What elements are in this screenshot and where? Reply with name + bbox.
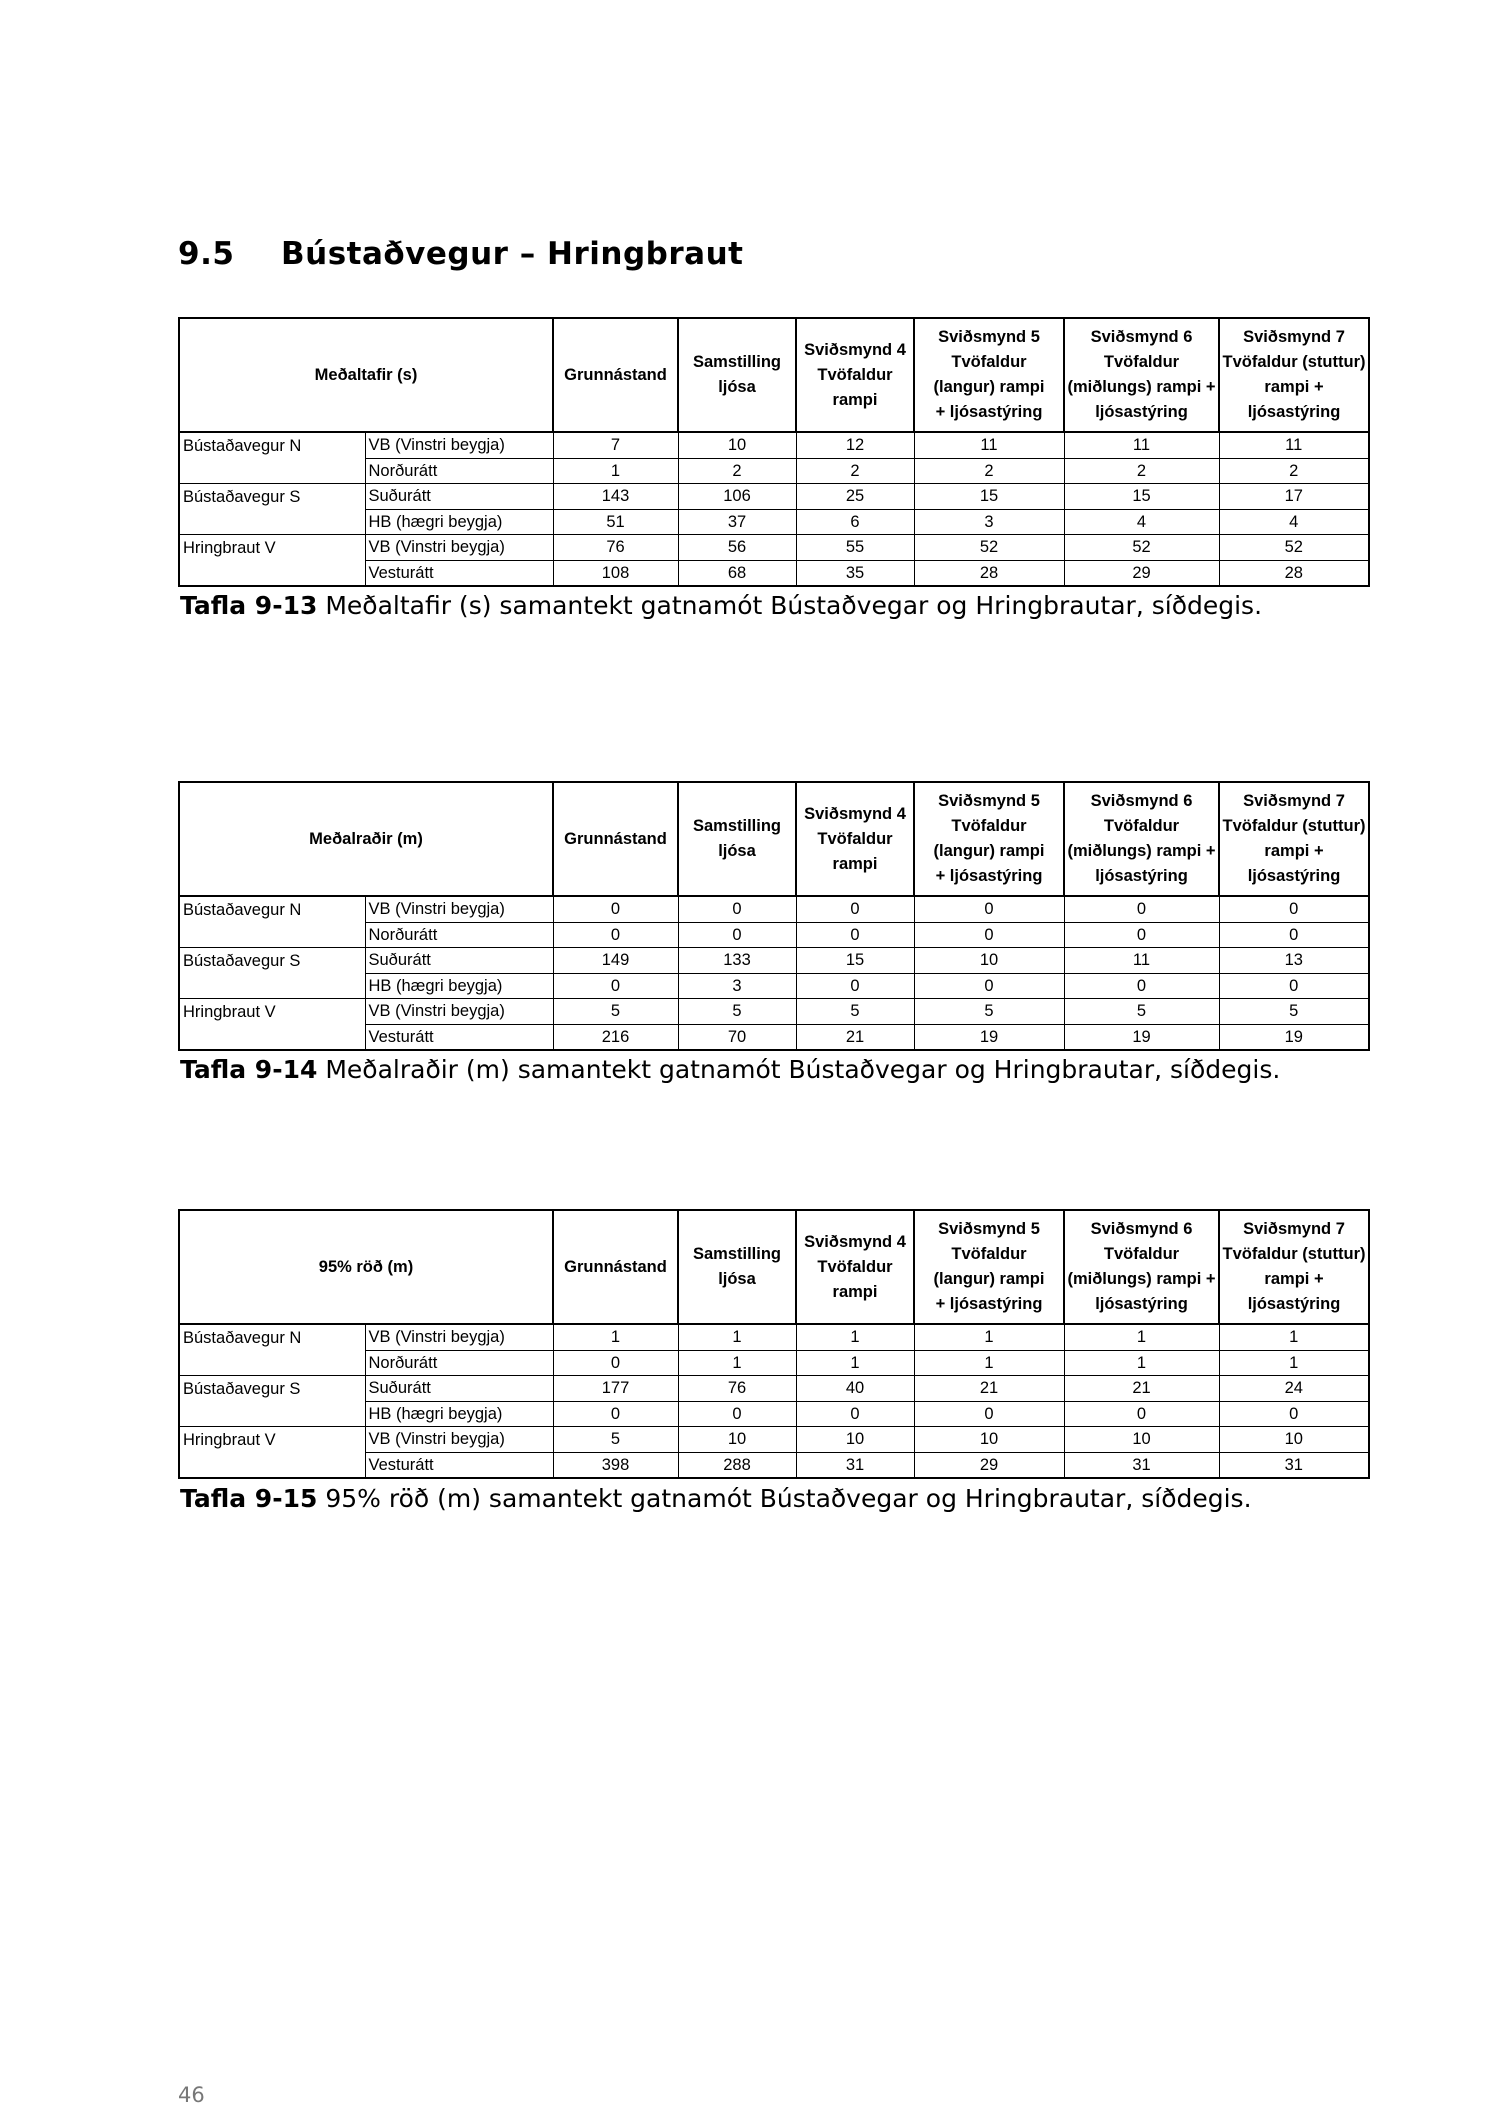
caption-label: Tafla 9-14 — [180, 1055, 318, 1084]
value-cell: 1 — [914, 1324, 1064, 1350]
direction-cell: HB (hægri beygja) — [365, 1401, 553, 1427]
value-cell: 55 — [796, 535, 914, 561]
value-cell: 0 — [678, 922, 796, 948]
table-row — [179, 973, 1369, 999]
value-cell: 52 — [914, 535, 1064, 561]
value-cell: 3 — [678, 973, 796, 999]
value-cell: 5 — [1219, 999, 1369, 1025]
value-cell: 4 — [1064, 509, 1219, 535]
value-cell: 19 — [1064, 1024, 1219, 1050]
table-row — [179, 1376, 1369, 1402]
value-cell: 21 — [796, 1024, 914, 1050]
table-row — [179, 1324, 1369, 1350]
location-cell: Bústaðavegur N — [179, 1324, 365, 1350]
value-cell: 0 — [553, 973, 678, 999]
caption-table-9-13 — [180, 591, 1262, 620]
value-cell: 11 — [1064, 948, 1219, 974]
metric-header: Meðalraðir (m) — [179, 782, 553, 896]
location-cell — [179, 1401, 365, 1427]
column-header: Sviðsmynd 4 Tvöfaldur rampi — [796, 1210, 914, 1324]
direction-cell: Vesturátt — [365, 560, 553, 586]
value-cell: 17 — [1219, 484, 1369, 510]
value-cell: 1 — [796, 1350, 914, 1376]
value-cell: 10 — [796, 1427, 914, 1453]
value-cell: 28 — [914, 560, 1064, 586]
direction-cell: Suðurátt — [365, 948, 553, 974]
value-cell: 5 — [678, 999, 796, 1025]
table-row — [179, 1452, 1369, 1478]
value-cell: 29 — [1064, 560, 1219, 586]
value-cell: 133 — [678, 948, 796, 974]
value-cell: 15 — [1064, 484, 1219, 510]
value-cell: 19 — [1219, 1024, 1369, 1050]
value-cell: 0 — [553, 896, 678, 922]
value-cell: 2 — [914, 458, 1064, 484]
value-cell: 0 — [1219, 896, 1369, 922]
value-cell: 76 — [678, 1376, 796, 1402]
table-row — [179, 1350, 1369, 1376]
value-cell: 0 — [1219, 973, 1369, 999]
column-header: Sviðsmynd 5 Tvöfaldur (langur) rampi + ljósastýring — [914, 782, 1064, 896]
value-cell: 1 — [678, 1324, 796, 1350]
column-header: Sviðsmynd 6 Tvöfaldur (miðlungs) rampi + ljósastýring — [1064, 318, 1219, 432]
location-cell — [179, 922, 365, 948]
column-header: Sviðsmynd 7 Tvöfaldur (stuttur) rampi + ljósastýring — [1219, 782, 1369, 896]
value-cell: 2 — [796, 458, 914, 484]
location-cell: Bústaðavegur N — [179, 896, 365, 922]
table-header-row — [179, 1210, 1369, 1324]
value-cell: 35 — [796, 560, 914, 586]
table-row — [179, 1401, 1369, 1427]
value-cell: 1 — [1064, 1350, 1219, 1376]
value-cell: 0 — [796, 973, 914, 999]
value-cell: 11 — [1219, 432, 1369, 458]
table-95-queue — [178, 1209, 1368, 1479]
direction-cell: VB (Vinstri beygja) — [365, 999, 553, 1025]
value-cell: 2 — [1219, 458, 1369, 484]
value-cell: 5 — [1064, 999, 1219, 1025]
data-table — [178, 317, 1370, 587]
value-cell: 0 — [914, 1401, 1064, 1427]
value-cell: 177 — [553, 1376, 678, 1402]
value-cell: 21 — [1064, 1376, 1219, 1402]
value-cell: 10 — [1064, 1427, 1219, 1453]
column-header: Sviðsmynd 6 Tvöfaldur (miðlungs) rampi + ljósastýring — [1064, 1210, 1219, 1324]
column-header: Sviðsmynd 5 Tvöfaldur (langur) rampi + ljósastýring — [914, 1210, 1064, 1324]
value-cell: 31 — [1064, 1452, 1219, 1478]
caption-text: 95% röð (m) samantekt gatnamót Bústaðvegar og Hringbrautar, síðdegis. — [325, 1484, 1252, 1513]
value-cell: 51 — [553, 509, 678, 535]
value-cell: 31 — [796, 1452, 914, 1478]
value-cell: 56 — [678, 535, 796, 561]
caption-label: Tafla 9-13 — [180, 591, 318, 620]
location-cell — [179, 1452, 365, 1478]
column-header: Grunnástand — [553, 1210, 678, 1324]
value-cell: 108 — [553, 560, 678, 586]
value-cell: 1 — [553, 1324, 678, 1350]
value-cell: 0 — [1064, 896, 1219, 922]
value-cell: 0 — [914, 896, 1064, 922]
value-cell: 0 — [553, 1350, 678, 1376]
value-cell: 0 — [796, 1401, 914, 1427]
column-header: Sviðsmynd 4 Tvöfaldur rampi — [796, 782, 914, 896]
value-cell: 0 — [678, 1401, 796, 1427]
value-cell: 52 — [1064, 535, 1219, 561]
value-cell: 1 — [1064, 1324, 1219, 1350]
location-cell — [179, 509, 365, 535]
value-cell: 15 — [914, 484, 1064, 510]
table-row — [179, 896, 1369, 922]
value-cell: 70 — [678, 1024, 796, 1050]
value-cell: 11 — [914, 432, 1064, 458]
metric-header: 95% röð (m) — [179, 1210, 553, 1324]
table-header-row — [179, 318, 1369, 432]
value-cell: 12 — [796, 432, 914, 458]
value-cell: 10 — [1219, 1427, 1369, 1453]
column-header: Sviðsmynd 5 Tvöfaldur (langur) rampi + ljósastýring — [914, 318, 1064, 432]
value-cell: 288 — [678, 1452, 796, 1478]
table-row — [179, 560, 1369, 586]
value-cell: 25 — [796, 484, 914, 510]
table-row — [179, 484, 1369, 510]
value-cell: 31 — [1219, 1452, 1369, 1478]
location-cell — [179, 458, 365, 484]
location-cell: Hringbraut V — [179, 535, 365, 561]
location-cell: Bústaðavegur S — [179, 948, 365, 974]
value-cell: 7 — [553, 432, 678, 458]
value-cell: 1 — [553, 458, 678, 484]
section-heading — [178, 236, 743, 272]
value-cell: 6 — [796, 509, 914, 535]
direction-cell: VB (Vinstri beygja) — [365, 1324, 553, 1350]
value-cell: 40 — [796, 1376, 914, 1402]
value-cell: 5 — [553, 999, 678, 1025]
table-average-delay — [178, 317, 1368, 587]
location-cell — [179, 1024, 365, 1050]
column-header: Samstilling ljósa — [678, 782, 796, 896]
value-cell: 0 — [678, 896, 796, 922]
value-cell: 13 — [1219, 948, 1369, 974]
value-cell: 68 — [678, 560, 796, 586]
column-header: Samstilling ljósa — [678, 318, 796, 432]
direction-cell: Norðurátt — [365, 458, 553, 484]
value-cell: 28 — [1219, 560, 1369, 586]
column-header: Sviðsmynd 7 Tvöfaldur (stuttur) rampi + ljósastýring — [1219, 1210, 1369, 1324]
data-table — [178, 1209, 1370, 1479]
table-header-row — [179, 782, 1369, 896]
location-cell: Bústaðavegur S — [179, 1376, 365, 1402]
direction-cell: HB (hægri beygja) — [365, 973, 553, 999]
value-cell: 5 — [796, 999, 914, 1025]
table-row — [179, 535, 1369, 561]
section-title: Bústaðvegur – Hringbraut — [281, 236, 744, 272]
table-row — [179, 458, 1369, 484]
location-cell — [179, 1350, 365, 1376]
value-cell: 398 — [553, 1452, 678, 1478]
value-cell: 0 — [1219, 922, 1369, 948]
table-row — [179, 999, 1369, 1025]
value-cell: 1 — [1219, 1324, 1369, 1350]
value-cell: 0 — [553, 1401, 678, 1427]
value-cell: 1 — [914, 1350, 1064, 1376]
value-cell: 5 — [553, 1427, 678, 1453]
direction-cell: VB (Vinstri beygja) — [365, 896, 553, 922]
direction-cell: Suðurátt — [365, 1376, 553, 1402]
value-cell: 106 — [678, 484, 796, 510]
value-cell: 10 — [914, 948, 1064, 974]
table-row — [179, 1024, 1369, 1050]
direction-cell: HB (hægri beygja) — [365, 509, 553, 535]
value-cell: 1 — [1219, 1350, 1369, 1376]
direction-cell: VB (Vinstri beygja) — [365, 535, 553, 561]
table-average-queue — [178, 781, 1368, 1051]
value-cell: 21 — [914, 1376, 1064, 1402]
value-cell: 216 — [553, 1024, 678, 1050]
value-cell: 76 — [553, 535, 678, 561]
column-header: Sviðsmynd 4 Tvöfaldur rampi — [796, 318, 914, 432]
metric-header: Meðaltafir (s) — [179, 318, 553, 432]
value-cell: 2 — [1064, 458, 1219, 484]
value-cell: 0 — [1219, 1401, 1369, 1427]
direction-cell: Norðurátt — [365, 1350, 553, 1376]
column-header: Grunnástand — [553, 782, 678, 896]
value-cell: 0 — [1064, 1401, 1219, 1427]
table-row — [179, 509, 1369, 535]
table-row — [179, 948, 1369, 974]
caption-table-9-14 — [180, 1055, 1280, 1084]
location-cell: Bústaðavegur N — [179, 432, 365, 458]
value-cell: 3 — [914, 509, 1064, 535]
location-cell: Bústaðavegur S — [179, 484, 365, 510]
column-header: Sviðsmynd 7 Tvöfaldur (stuttur) rampi + ljósastýring — [1219, 318, 1369, 432]
value-cell: 149 — [553, 948, 678, 974]
column-header: Sviðsmynd 6 Tvöfaldur (miðlungs) rampi + ljósastýring — [1064, 782, 1219, 896]
column-header: Samstilling ljósa — [678, 1210, 796, 1324]
direction-cell: VB (Vinstri beygja) — [365, 1427, 553, 1453]
value-cell: 19 — [914, 1024, 1064, 1050]
value-cell: 0 — [796, 922, 914, 948]
value-cell: 52 — [1219, 535, 1369, 561]
value-cell: 0 — [1064, 973, 1219, 999]
direction-cell: Suðurátt — [365, 484, 553, 510]
caption-text: Meðalraðir (m) samantekt gatnamót Bústaðvegar og Hringbrautar, síðdegis. — [325, 1055, 1281, 1084]
value-cell: 11 — [1064, 432, 1219, 458]
value-cell: 24 — [1219, 1376, 1369, 1402]
caption-label: Tafla 9-15 — [180, 1484, 318, 1513]
value-cell: 37 — [678, 509, 796, 535]
value-cell: 4 — [1219, 509, 1369, 535]
location-cell: Hringbraut V — [179, 999, 365, 1025]
direction-cell: Vesturátt — [365, 1024, 553, 1050]
value-cell: 29 — [914, 1452, 1064, 1478]
direction-cell: VB (Vinstri beygja) — [365, 432, 553, 458]
section-number: 9.5 — [178, 236, 235, 272]
location-cell — [179, 560, 365, 586]
table-row — [179, 922, 1369, 948]
value-cell: 10 — [678, 1427, 796, 1453]
value-cell: 5 — [914, 999, 1064, 1025]
data-table — [178, 781, 1370, 1051]
table-row — [179, 1427, 1369, 1453]
caption-text: Meðaltafir (s) samantekt gatnamót Bústaðvegar og Hringbrautar, síðdegis. — [325, 591, 1263, 620]
value-cell: 0 — [914, 973, 1064, 999]
location-cell: Hringbraut V — [179, 1427, 365, 1453]
value-cell: 2 — [678, 458, 796, 484]
direction-cell: Norðurátt — [365, 922, 553, 948]
page-number: 46 — [178, 2083, 205, 2107]
value-cell: 143 — [553, 484, 678, 510]
column-header: Grunnástand — [553, 318, 678, 432]
value-cell: 0 — [1064, 922, 1219, 948]
value-cell: 0 — [553, 922, 678, 948]
value-cell: 1 — [678, 1350, 796, 1376]
location-cell — [179, 973, 365, 999]
value-cell: 10 — [678, 432, 796, 458]
table-row — [179, 432, 1369, 458]
value-cell: 0 — [796, 896, 914, 922]
value-cell: 15 — [796, 948, 914, 974]
value-cell: 10 — [914, 1427, 1064, 1453]
caption-table-9-15 — [180, 1484, 1252, 1513]
direction-cell: Vesturátt — [365, 1452, 553, 1478]
value-cell: 1 — [796, 1324, 914, 1350]
value-cell: 0 — [914, 922, 1064, 948]
